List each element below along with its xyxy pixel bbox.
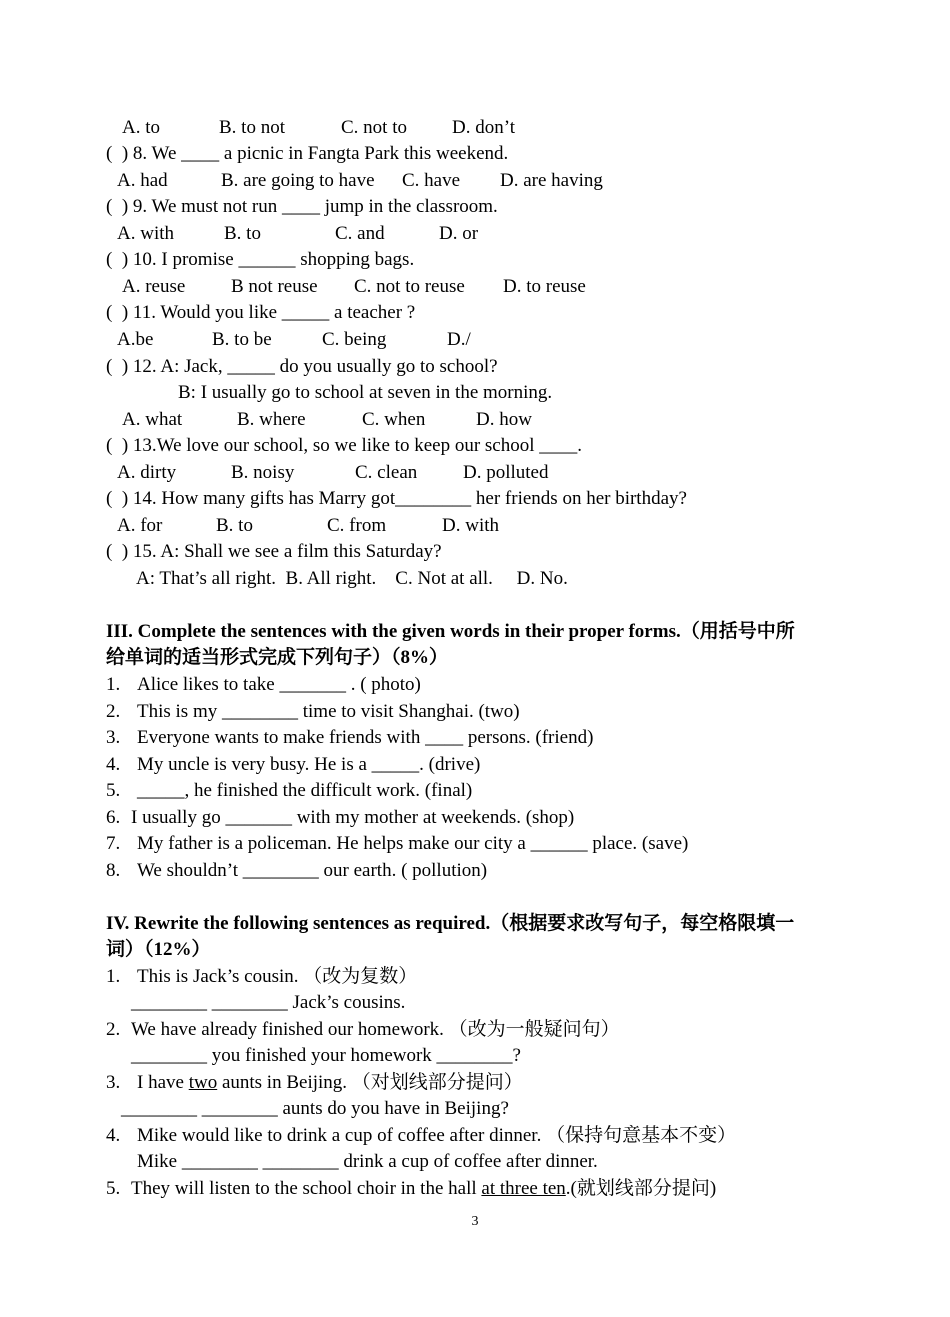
option: D. with bbox=[442, 515, 499, 536]
option: B. to be bbox=[212, 329, 272, 350]
option: C. have bbox=[402, 170, 461, 191]
option: A. had bbox=[117, 170, 168, 191]
option: C. not to bbox=[341, 117, 407, 138]
item-number: 4. bbox=[106, 1125, 121, 1146]
item-text: I usually go _______ with my mother at weekends. (shop) bbox=[131, 807, 575, 828]
option: B not reuse bbox=[231, 276, 318, 297]
sentence-text: Mike would like to drink a cup of coffee after dinner. bbox=[137, 1125, 547, 1146]
item-sentence bbox=[131, 1019, 620, 1041]
option: D. how bbox=[476, 409, 532, 430]
section-heading-cont: 给单词的适当形式完成下列句子）（8%） bbox=[106, 647, 449, 668]
option: C. from bbox=[327, 515, 387, 536]
option: B. are going to have bbox=[221, 170, 375, 191]
section-heading-cont: 词）（12%） bbox=[106, 939, 211, 960]
option: B. noisy bbox=[231, 462, 295, 483]
option: A. reuse bbox=[122, 276, 186, 297]
item-number: 7. bbox=[106, 833, 121, 854]
sentence-text: They will listen to the school choir in the hall bbox=[131, 1178, 482, 1199]
option: A.be bbox=[117, 329, 154, 350]
option: B. to not bbox=[219, 117, 285, 138]
item-sentence bbox=[131, 1178, 716, 1200]
option: C. clean bbox=[355, 462, 418, 483]
question-stem: ( ) 11. Would you like _____ a teacher ? bbox=[106, 302, 416, 323]
option: A. dirty bbox=[117, 462, 177, 483]
item-text: This is my ________ time to visit Shanghai. (two) bbox=[137, 701, 520, 722]
option: C. not to reuse bbox=[354, 276, 465, 297]
option: C. when bbox=[362, 409, 426, 430]
option: C. and bbox=[335, 223, 385, 244]
item-number: 5. bbox=[106, 1178, 121, 1199]
item-number: 8. bbox=[106, 860, 121, 881]
option: A. for bbox=[117, 515, 163, 536]
sentence-text: . bbox=[565, 1178, 571, 1199]
option: D. to reuse bbox=[503, 276, 586, 297]
section-heading: IV. Rewrite the following sentences as required.（根据要求改写句子，每空格限填一 bbox=[106, 913, 795, 934]
question-stem: ( ) 9. We must not run ____ jump in the classroom. bbox=[106, 196, 498, 217]
item-number: 4. bbox=[106, 754, 121, 775]
answer-line: ________ ________ aunts do you have in Beijing? bbox=[121, 1098, 509, 1119]
underlined-text: two bbox=[188, 1072, 218, 1093]
option: B. to bbox=[216, 515, 253, 536]
option: B. where bbox=[237, 409, 306, 430]
question-stem: ( ) 10. I promise ______ shopping bags. bbox=[106, 249, 415, 270]
option: A. to bbox=[122, 117, 160, 138]
question-stem: ( ) 14. How many gifts has Marry got________ her friends on her birthday? bbox=[106, 488, 687, 509]
instruction-note: (就划线部分提问) bbox=[570, 1178, 717, 1199]
option: D. are having bbox=[500, 170, 603, 191]
item-number: 1. bbox=[106, 674, 121, 695]
option: A. with bbox=[117, 223, 174, 244]
item-text: Alice likes to take _______ . ( photo) bbox=[137, 674, 421, 695]
section-heading: III. Complete the sentences with the given words in their proper forms.（用括号中所 bbox=[106, 621, 795, 642]
page-number: 3 bbox=[471, 1214, 479, 1229]
instruction-note: （对划线部分提问） bbox=[351, 1072, 523, 1093]
item-number: 5. bbox=[106, 780, 121, 801]
item-sentence bbox=[137, 1072, 523, 1094]
option: D. don’t bbox=[452, 117, 515, 138]
instruction-note: （改为复数） bbox=[303, 966, 418, 987]
item-text: My uncle is very busy. He is a _____. (drive) bbox=[137, 754, 481, 775]
item-text: Everyone wants to make friends with ____ persons. (friend) bbox=[137, 727, 594, 748]
item-text: We shouldn’t ________ our earth. ( pollution) bbox=[137, 860, 488, 881]
item-number: 6. bbox=[106, 807, 121, 828]
answer-line: Mike ________ ________ drink a cup of coffee after dinner. bbox=[137, 1151, 598, 1172]
answer-line: ________ you finished your homework ________? bbox=[131, 1045, 521, 1066]
option: D. or bbox=[439, 223, 479, 244]
question-stem: ( ) 13.We love our school, so we like to keep our school ____. bbox=[106, 435, 583, 456]
item-number: 3. bbox=[106, 727, 121, 748]
question-stem: ( ) 8. We ____ a picnic in Fangta Park this weekend. bbox=[106, 143, 509, 164]
item-sentence bbox=[137, 1125, 736, 1147]
instruction-note: （保持句意基本不变） bbox=[546, 1125, 737, 1146]
sentence-text: We have already finished our homework. bbox=[131, 1019, 449, 1040]
item-number: 1. bbox=[106, 966, 121, 987]
instruction-note: （改为一般疑问句） bbox=[448, 1019, 620, 1040]
answer-line: ________ ________ Jack’s cousins. bbox=[131, 992, 406, 1013]
sentence-text: aunts in Beijing. bbox=[217, 1072, 352, 1093]
option: D. polluted bbox=[463, 462, 549, 483]
option: D./ bbox=[447, 329, 471, 350]
item-text: _____, he finished the difficult work. (final) bbox=[137, 780, 473, 801]
underlined-text: at three ten bbox=[481, 1178, 566, 1199]
question-sub-line: B: I usually go to school at seven in the morning. bbox=[178, 382, 553, 403]
item-sentence bbox=[137, 966, 417, 988]
sentence-text: I have bbox=[137, 1072, 189, 1093]
item-text: My father is a policeman. He helps make our city a ______ place. (save) bbox=[137, 833, 689, 854]
option: B. to bbox=[224, 223, 261, 244]
item-number: 3. bbox=[106, 1072, 121, 1093]
sentence-text: This is Jack’s cousin. bbox=[137, 966, 304, 987]
item-number: 2. bbox=[106, 1019, 121, 1040]
options-line: A: That’s all right. B. All right. C. Not at all. D. No. bbox=[136, 568, 568, 589]
item-number: 2. bbox=[106, 701, 121, 722]
option: A. what bbox=[122, 409, 183, 430]
question-stem: ( ) 15. A: Shall we see a film this Saturday? bbox=[106, 541, 442, 562]
option: C. being bbox=[322, 329, 387, 350]
question-stem: ( ) 12. A: Jack, _____ do you usually go to school? bbox=[106, 356, 498, 377]
